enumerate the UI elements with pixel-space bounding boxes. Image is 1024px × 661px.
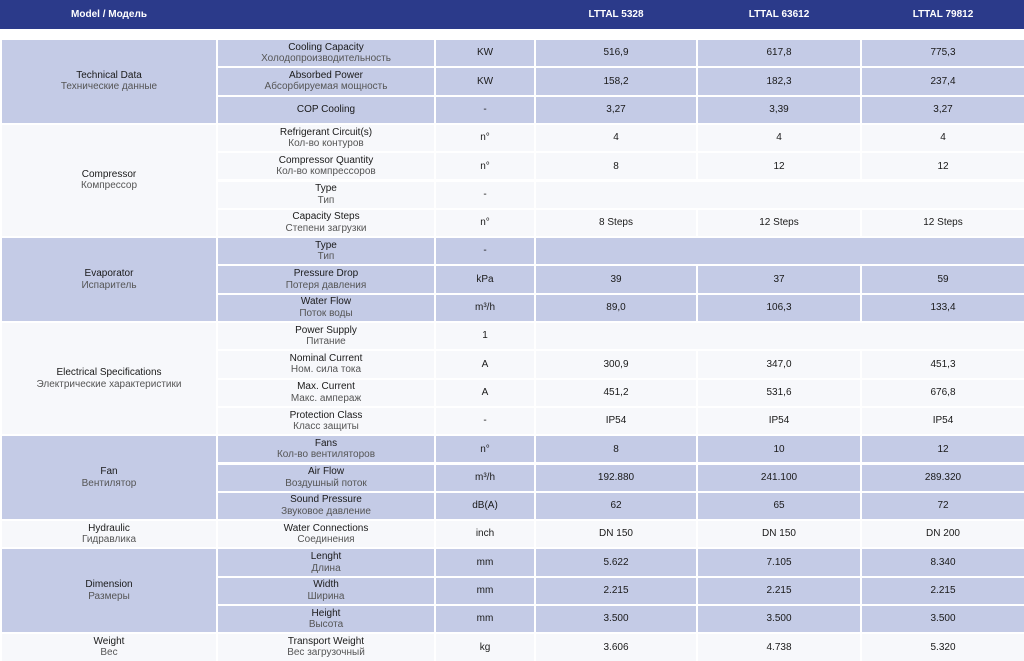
parameter-name: Cooling Capacity <box>288 41 364 53</box>
parameter-label <box>218 295 434 321</box>
group-label <box>2 634 216 660</box>
value-cell <box>536 40 696 66</box>
parameter-label <box>218 351 434 377</box>
parameter-label <box>218 182 434 208</box>
unit-cell <box>436 351 534 377</box>
unit-cell <box>436 182 534 208</box>
model-value: 676,8 <box>930 386 956 398</box>
parameter-name: Fans <box>314 437 338 449</box>
model-value: 7.105 <box>766 556 792 568</box>
model-value: 237,4 <box>930 75 956 87</box>
parameter-label <box>218 634 434 660</box>
unit-value: n° <box>480 443 490 455</box>
value-cell <box>536 210 696 236</box>
group-label <box>2 323 216 434</box>
unit-value: n° <box>480 217 490 229</box>
value-cell <box>536 436 696 462</box>
parameter-label <box>218 465 434 491</box>
model-value: 72 <box>937 500 949 512</box>
parameter-name-ru: Ширина <box>307 590 345 602</box>
parameter-name-ru: Тип <box>317 251 335 263</box>
model-value: 617,8 <box>766 47 792 59</box>
parameter-name-ru: Кол-во вентиляторов <box>276 449 376 461</box>
value-cell <box>536 266 696 292</box>
parameter-label <box>218 97 434 123</box>
model-value: 3.606 <box>603 641 629 653</box>
value-cell <box>536 182 1024 208</box>
parameter-label <box>218 266 434 292</box>
parameter-name: Height <box>311 607 341 619</box>
unit-value: A <box>481 386 489 398</box>
group-name-ru: Размеры <box>88 590 130 602</box>
parameter-name: Absorbed Power <box>289 69 363 81</box>
model-value: DN 150 <box>762 528 796 540</box>
parameter-label <box>218 578 434 604</box>
unit-cell <box>436 634 534 660</box>
unit-value: mm <box>476 613 494 625</box>
unit-cell <box>436 408 534 434</box>
unit-cell <box>436 380 534 406</box>
value-cell <box>862 97 1024 123</box>
value-cell <box>536 323 1024 349</box>
value-cell <box>536 634 696 660</box>
model-header: Model / Модель <box>71 9 147 20</box>
parameter-name-ru: Тип <box>317 194 335 206</box>
parameter-name: Protection Class <box>289 409 363 421</box>
parameter-name: Refrigerant Circuit(s) <box>279 126 373 138</box>
value-cell <box>698 634 860 660</box>
value-cell <box>698 210 860 236</box>
unit-value: dB(A) <box>472 500 498 512</box>
model-value: 62 <box>610 500 622 512</box>
value-cell <box>862 380 1024 406</box>
model-value: 775,3 <box>930 47 956 59</box>
parameter-name-ru: Соединения <box>297 534 355 546</box>
value-cell <box>536 153 696 179</box>
model-value: 451,3 <box>930 358 956 370</box>
value-cell <box>862 266 1024 292</box>
parameter-name: Capacity Steps <box>292 211 360 223</box>
parameter-label <box>218 380 434 406</box>
unit-cell <box>436 295 534 321</box>
model-value: 5.320 <box>930 641 956 653</box>
parameter-label <box>218 210 434 236</box>
unit-value: kg <box>479 641 491 653</box>
model-value: 12 <box>937 443 949 455</box>
value-cell <box>536 606 696 632</box>
model-value: 158,2 <box>603 75 629 87</box>
group-name-ru: Вентилятор <box>81 477 137 489</box>
unit-cell <box>436 465 534 491</box>
parameter-name: Type <box>315 239 337 251</box>
unit-cell <box>436 210 534 236</box>
unit-value: A <box>481 358 489 370</box>
group-name-ru: Электрические характеристики <box>36 378 182 390</box>
value-cell <box>862 465 1024 491</box>
group-name: Technical Data <box>76 69 142 81</box>
group-name-ru: Гидравлика <box>81 534 137 546</box>
model-value: 3,27 <box>606 103 626 115</box>
unit-cell <box>436 521 534 547</box>
parameter-name-ru: Вес загрузочный <box>287 647 365 659</box>
model-value: 300,9 <box>603 358 629 370</box>
parameter-name-ru: Степени загрузки <box>285 222 367 234</box>
model-value: 133,4 <box>930 302 956 314</box>
unit-value: KW <box>476 75 494 87</box>
unit-cell <box>436 436 534 462</box>
parameter-label <box>218 436 434 462</box>
group-name-ru: Технические данные <box>60 81 158 93</box>
model-value: 89,0 <box>606 302 626 314</box>
value-cell <box>862 125 1024 151</box>
value-cell <box>698 578 860 604</box>
value-cell <box>536 549 696 575</box>
value-cell <box>862 493 1024 519</box>
value-cell <box>862 521 1024 547</box>
model-value: 8.340 <box>930 556 956 568</box>
parameter-name-ru: Воздушный поток <box>285 477 367 489</box>
value-cell <box>536 408 696 434</box>
group-label <box>2 125 216 236</box>
value-cell <box>536 493 696 519</box>
value-cell <box>536 97 696 123</box>
model-name-header: LTTAL 5328 <box>588 9 644 20</box>
unit-value: - <box>483 188 487 200</box>
model-value: DN 200 <box>926 528 960 540</box>
unit-value: inch <box>475 528 495 540</box>
model-value: 8 <box>613 160 619 172</box>
value-cell <box>698 436 860 462</box>
unit-value: 1 <box>482 330 488 342</box>
model-value: 37 <box>773 273 785 285</box>
parameter-label <box>218 408 434 434</box>
value-cell <box>698 606 860 632</box>
unit-cell <box>436 266 534 292</box>
unit-value: m³/h <box>475 302 495 314</box>
model-value: 289.320 <box>924 471 962 483</box>
value-cell <box>536 380 696 406</box>
value-cell <box>536 578 696 604</box>
group-label <box>2 40 216 123</box>
model-value: 65 <box>773 500 785 512</box>
model-value: DN 150 <box>599 528 633 540</box>
value-cell <box>698 408 860 434</box>
unit-cell <box>436 40 534 66</box>
value-cell <box>536 295 696 321</box>
model-value: 12 <box>773 160 785 172</box>
group-label <box>2 549 216 632</box>
group-name-ru: Испаритель <box>81 279 137 291</box>
value-cell <box>698 465 860 491</box>
unit-value: m³/h <box>475 471 495 483</box>
unit-value: kPa <box>476 273 494 285</box>
unit-value: KW <box>476 47 494 59</box>
group-label <box>2 238 216 321</box>
parameter-name-ru: Абсорбируемая мощность <box>264 81 388 93</box>
model-value: 241.100 <box>760 471 798 483</box>
value-cell <box>862 153 1024 179</box>
parameter-label <box>218 493 434 519</box>
parameter-name: Water Connections <box>283 522 369 534</box>
model-value: 10 <box>773 443 785 455</box>
value-cell <box>536 125 696 151</box>
value-cell <box>536 465 696 491</box>
model-value: 531,6 <box>766 386 792 398</box>
parameter-label <box>218 153 434 179</box>
parameter-label <box>218 606 434 632</box>
parameter-label <box>218 68 434 94</box>
model-value: 4 <box>940 132 946 144</box>
value-cell <box>698 97 860 123</box>
model-value: 8 Steps <box>599 217 633 229</box>
group-label <box>2 521 216 547</box>
value-cell <box>536 351 696 377</box>
group-name: Compressor <box>81 168 137 180</box>
unit-cell <box>436 153 534 179</box>
parameter-label <box>218 549 434 575</box>
value-cell <box>862 578 1024 604</box>
unit-cell <box>436 323 534 349</box>
model-value: 4 <box>613 132 619 144</box>
value-cell <box>698 125 860 151</box>
parameter-name: Transport Weight <box>287 635 365 647</box>
unit-cell <box>436 549 534 575</box>
group-label <box>2 436 216 519</box>
parameter-name: Pressure Drop <box>293 268 359 280</box>
model-value: 3.500 <box>766 613 792 625</box>
value-cell <box>698 549 860 575</box>
parameter-name-ru: Макс. ампераж <box>290 392 362 404</box>
parameter-name: Water Flow <box>300 296 352 308</box>
model-value: 4.738 <box>766 641 792 653</box>
model-value: 3.500 <box>930 613 956 625</box>
group-name: Dimension <box>85 579 133 591</box>
group-name: Evaporator <box>84 268 134 280</box>
model-value: IP54 <box>605 415 627 427</box>
model-value: 451,2 <box>603 386 629 398</box>
value-cell <box>698 493 860 519</box>
value-cell <box>536 68 696 94</box>
unit-value: mm <box>476 585 494 597</box>
parameter-name-ru: Питание <box>306 336 346 348</box>
group-name-ru: Компрессор <box>80 180 138 192</box>
parameter-label <box>218 125 434 151</box>
parameter-name: COP Cooling <box>296 103 356 115</box>
parameter-name-ru: Звуковое давление <box>281 505 371 517</box>
value-cell <box>698 153 860 179</box>
unit-value: - <box>483 245 487 257</box>
model-name-header: LTTAL 63612 <box>748 9 810 20</box>
unit-value: - <box>483 103 487 115</box>
parameter-name: Type <box>315 183 337 195</box>
value-cell <box>862 295 1024 321</box>
parameter-name: Power Supply <box>295 324 357 336</box>
parameter-name: Width <box>313 579 339 591</box>
model-value: 3.500 <box>603 613 629 625</box>
value-cell <box>862 210 1024 236</box>
unit-cell <box>436 238 534 264</box>
model-value: 12 <box>937 160 949 172</box>
model-value: 347,0 <box>766 358 792 370</box>
model-name-header: LTTAL 79812 <box>912 9 974 20</box>
value-cell <box>698 68 860 94</box>
value-cell <box>698 380 860 406</box>
model-value: 4 <box>776 132 782 144</box>
unit-cell <box>436 578 534 604</box>
parameter-name-ru: Ном. сила тока <box>290 364 362 376</box>
parameter-name-ru: Кол-во компрессоров <box>276 166 376 178</box>
unit-cell <box>436 68 534 94</box>
parameter-name: Max. Current <box>297 381 355 393</box>
model-value: 516,9 <box>603 47 629 59</box>
value-cell <box>536 238 1024 264</box>
group-name: Fan <box>100 466 118 478</box>
model-value: 2.215 <box>603 585 629 597</box>
model-value: 12 Steps <box>759 217 799 229</box>
value-cell <box>862 606 1024 632</box>
unit-cell <box>436 125 534 151</box>
parameter-name-ru: Поток воды <box>299 307 353 319</box>
value-cell <box>862 351 1024 377</box>
value-cell <box>698 351 860 377</box>
group-name-ru: Вес <box>100 647 118 659</box>
unit-value: n° <box>480 132 490 144</box>
group-name: Weight <box>93 635 125 647</box>
model-value: 5.622 <box>603 556 629 568</box>
parameter-name: Compressor Quantity <box>278 154 374 166</box>
parameter-name: Air Flow <box>307 466 345 478</box>
model-value: 59 <box>937 273 949 285</box>
value-cell <box>698 295 860 321</box>
parameter-name-ru: Высота <box>308 619 344 631</box>
value-cell <box>698 40 860 66</box>
model-value: 106,3 <box>766 302 792 314</box>
model-value: IP54 <box>768 415 790 427</box>
value-cell <box>536 521 696 547</box>
value-cell <box>862 634 1024 660</box>
unit-value: n° <box>480 160 490 172</box>
model-value: 3,27 <box>933 103 953 115</box>
model-value: 39 <box>610 273 622 285</box>
unit-cell <box>436 606 534 632</box>
model-value: IP54 <box>932 415 954 427</box>
group-name: Hydraulic <box>88 522 130 534</box>
value-cell <box>862 408 1024 434</box>
parameter-label <box>218 323 434 349</box>
parameter-label <box>218 521 434 547</box>
value-cell <box>862 436 1024 462</box>
parameter-label <box>218 40 434 66</box>
parameter-name: Lenght <box>310 551 342 563</box>
parameter-name: Nominal Current <box>289 352 363 364</box>
model-value: 192.880 <box>597 471 635 483</box>
value-cell <box>862 68 1024 94</box>
parameter-name: Sound Pressure <box>290 494 362 506</box>
value-cell <box>862 40 1024 66</box>
unit-value: - <box>483 415 487 427</box>
parameter-name-ru: Холодопроизводительность <box>261 53 391 65</box>
value-cell <box>862 549 1024 575</box>
parameter-name-ru: Потеря давления <box>285 279 367 291</box>
unit-value: mm <box>476 556 494 568</box>
model-value: 8 <box>613 443 619 455</box>
unit-cell <box>436 97 534 123</box>
parameter-label <box>218 238 434 264</box>
model-value: 2.215 <box>766 585 792 597</box>
value-cell <box>698 266 860 292</box>
model-value: 3,39 <box>769 103 789 115</box>
group-name: Electrical Specifications <box>56 367 162 379</box>
model-value: 2.215 <box>930 585 956 597</box>
model-value: 182,3 <box>766 75 792 87</box>
value-cell <box>698 521 860 547</box>
model-value: 12 Steps <box>923 217 963 229</box>
unit-cell <box>436 493 534 519</box>
parameter-name-ru: Кол-во контуров <box>288 138 364 150</box>
parameter-name-ru: Класс защиты <box>293 421 359 433</box>
parameter-name-ru: Длина <box>311 562 341 574</box>
